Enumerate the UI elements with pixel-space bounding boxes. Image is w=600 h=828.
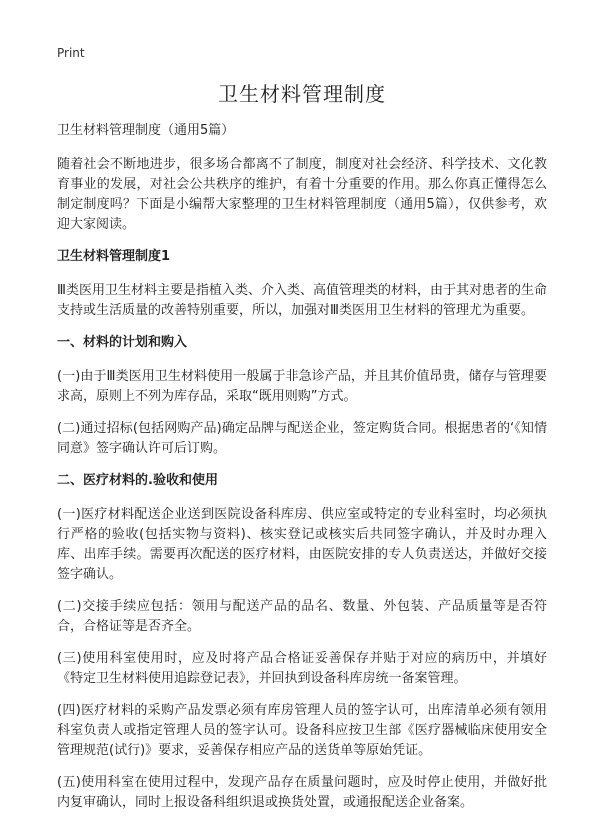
part2-item-5: (五)使用科室在使用过程中，发现产品存在质量问题时，应及时停止使用，并做好批内复审确认，同时上报设备科组织退或换货处置，或通报配送企业备案。: [57, 775, 547, 810]
part2-item-3: (三)使用科室使用时，应及时将产品合格证妥善保存并贴于对应的病历中，并填好《特定卫生材料使用追踪登记表》，并回执到设备科库房统一备案管理。: [57, 651, 547, 686]
part1-item-1: (一)由于Ⅲ类医用卫生材料使用一般属于非急诊产品，并且其价值昂贵，储存与管理要求高，原则上不列为库存品，采取“既用则购”方式。: [57, 369, 547, 404]
page-title: 卫生材料管理制度: [218, 82, 386, 106]
document: [57, 78, 547, 825]
part2-heading: 二、医疗材料的.验收和使用: [57, 473, 218, 488]
document-subtitle: 卫生材料管理制度（通用5篇）: [57, 123, 235, 138]
part2-item-2: (二)交接手续应包括：领用与配送产品的品名、数量、外包装、产品质量等是否符合，合格证等是否齐全。: [57, 599, 547, 634]
part2-item-1: (一)医疗材料配送企业送到医院设备科库房、供应室或特定的专业科室时，均必须执行严格的验收(包括实物与资料)、核实登记或核实后共同签字确认，并及时办理入库、出库手续。需要再次配送的医疗材料，由医院安排的专人负责送达，并做好交接签字确认。: [57, 507, 547, 582]
part1-item-2: (二)通过招标(包括网购产品)确定品牌与配送企业，签定购货合同。根据患者的‘《知情同意》签字确认许可后订购。: [57, 421, 547, 456]
section1-heading: 卫生材料管理制度1: [57, 249, 171, 264]
part1-heading: 一、材料的计划和购入: [57, 335, 188, 350]
intro-paragraph: 随着社会不断地进步，很多场合都离不了制度，制度对社会经济、科学技术、文化教育事业的发展，对社会公共秩序的维护，有着十分重要的作用。那么你真正懂得怎么制定制度吗？下面是小编帮大家整理的卫生材料管理制度（通用5篇），仅供参考，欢迎大家阅读。: [57, 157, 547, 232]
section1-intro-paragraph: Ⅲ类医用卫生材料主要是指植入类、介入类、高值管理类的材料，由于其对患者的生命支持或生活质量的改善特别重要，所以，加强对Ⅲ类医用卫生材料的管理尤为重要。: [57, 283, 547, 318]
print-label[interactable]: Print: [57, 46, 85, 60]
part2-item-4: (四)医疗材料的采购产品发票必须有库房管理人员的签字认可，出库清单必须有领用科室负责人或指定管理人员的签字认可。设备科应按卫生部《医疗器械临床使用安全管理规范(试行)》要求，妥善保存相应产品的送货单等原始凭证。: [57, 703, 547, 758]
